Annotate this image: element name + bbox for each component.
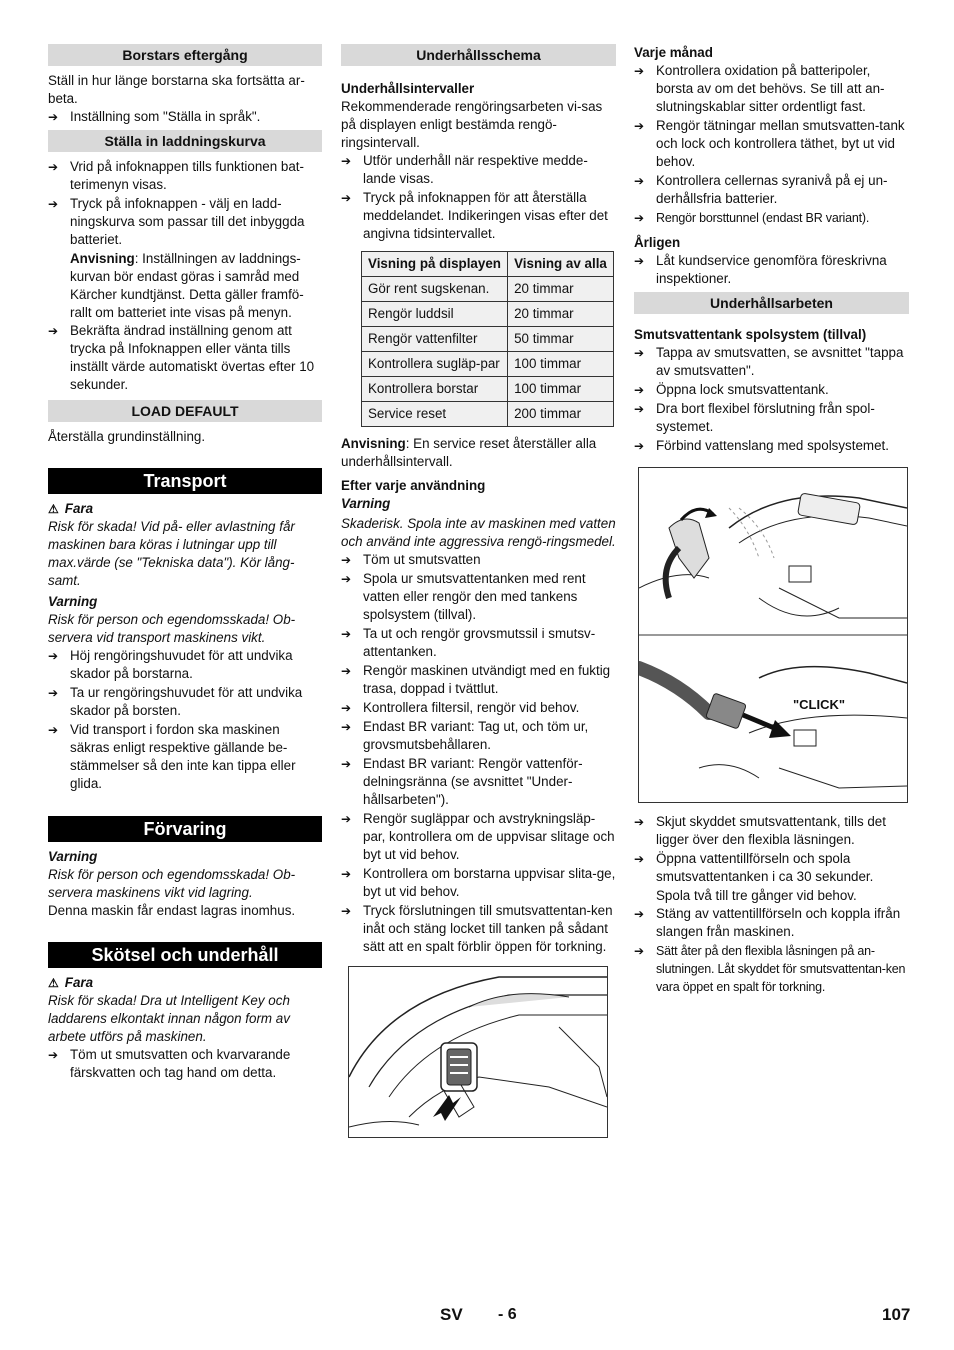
manad-step: ➔ Kontrollera cellernas syranivå på ej un-derhållsfria batterier. — [634, 173, 888, 206]
skotsel-step-1: ➔ Töm ut smutsvatten och kvarvarande färskvatten och tag hand om detta. — [48, 1047, 291, 1080]
load-default-text: Återställa grundinställning. — [48, 429, 206, 444]
arrow-icon: ➔ — [634, 383, 645, 397]
arrow-icon: ➔ — [48, 1048, 59, 1062]
table-cell: 100 timmar — [508, 377, 614, 402]
flush-system-illustration — [638, 467, 908, 803]
arrow-icon: ➔ — [634, 852, 645, 866]
manad-step: ➔ Rengör tätningar mellan smutsvatten-tank och lock och kontrollera täthet, byt ut vid behov. — [634, 118, 905, 169]
column-left — [48, 44, 322, 1083]
tank-lid-drawing — [349, 967, 607, 1137]
arrow-icon: ➔ — [634, 944, 645, 958]
manad-title: Varje månad — [634, 45, 713, 60]
skotsel-fara-label: ⚠ Fara — [48, 975, 94, 990]
arrow-icon — [433, 1095, 461, 1121]
arrow-icon: ➔ — [341, 701, 352, 715]
forvaring-text: Denna maskin får endast lagras inomhus. — [48, 903, 296, 918]
transport-fara-text: Risk för skada! Vid på- eller avlastning får maskinen bara köras i lutningar upp till max.värde (se "Tekniska data"). Kör lång-samt. — [48, 519, 295, 588]
laddning-anvisning: Anvisning: Inställningen av laddnings-kurvan bör endast göras i samråd med Kärcher kundtjänst. Detta gäller framfö-rallt om batteriet inte visas på menyn. — [70, 251, 304, 320]
spol-step: ➔ Tappa av smutsvatten, se avsnittet "tappa av smutsvatten". — [634, 345, 904, 378]
arrow-icon: ➔ — [341, 627, 352, 641]
arrow-icon: ➔ — [341, 664, 352, 678]
arrow-icon: ➔ — [634, 254, 645, 268]
table-row — [362, 352, 614, 377]
spol-step-2: ➔ Öppna vattentillförseln och spola smutsvattentanken i ca 30 sekunder. — [634, 851, 874, 884]
spol-step: ➔ Öppna lock smutsvattentank. — [634, 382, 829, 397]
table-header-cell: Visning på displayen — [362, 252, 508, 277]
table-cell: Kontrollera borstar — [362, 377, 508, 402]
transport-varning-text: Risk för person och egendomsskada! Ob-servera vid transport maskinens vikt. — [48, 612, 296, 645]
borstars-step: ➔ Inställning som "Ställa in språk". — [48, 109, 261, 124]
table-cell: Service reset — [362, 402, 508, 427]
flush-system-drawing — [639, 468, 907, 802]
transport-step-2: ➔ Ta ur rengöringshuvudet för att undvika skador på borsten. — [48, 685, 303, 718]
table-row — [362, 327, 614, 352]
intervaller-step-1: ➔ Utför underhåll när respektive medde-lande visas. — [341, 153, 588, 186]
tank-lid-illustration — [348, 966, 608, 1138]
spol-step: ➔ Dra bort flexibel förslutning från spol-systemet. — [634, 401, 875, 434]
table-cell: 50 timmar — [508, 327, 614, 352]
table-header-cell: Visning av alla — [508, 252, 614, 277]
skotsel-fara-text: Risk för skada! Dra ut Intelligent Key och laddarens elkontakt innan någon form av arbete utförs på maskinen. — [48, 993, 290, 1044]
warning-icon: ⚠ — [48, 502, 59, 516]
section-header-borstars: Borstars eftergång — [48, 44, 322, 66]
chapter-title-skotsel: Skötsel och underhåll — [48, 942, 322, 968]
intervaller-text: Rekommenderade rengöringsarbeten vi-sas på displayen enligt bestämda rengö-ringsintervall. — [341, 99, 603, 150]
transport-step-1: ➔ Höj rengöringshuvudet för att undvika skador på borstarna. — [48, 648, 293, 681]
section-header-arbeten: Underhållsarbeten — [634, 292, 909, 314]
warning-icon: ⚠ — [48, 976, 59, 990]
intervaller-title: Underhållsintervaller — [341, 81, 475, 96]
arrow-icon: ➔ — [48, 197, 59, 211]
table-row — [362, 377, 614, 402]
efter-step: ➔ Kontrollera om borstarna uppvisar slita-ge, byt ut vid behov. — [341, 866, 616, 899]
chapter-title-transport: Transport — [48, 468, 322, 494]
efter-step: ➔ Töm ut smutsvatten — [341, 552, 481, 567]
footer-page-number: 107 — [882, 1305, 911, 1324]
efter-step: ➔ Spola ur smutsvattentanken med rent vatten eller rengör den med tankens spolsystem (tillval). — [341, 571, 586, 622]
laddning-step-3: ➔ Bekräfta ändrad inställning genom att trycka på Infoknappen eller vänta tills inställt värde automatiskt övertas efter 10 sekunder. — [48, 323, 315, 392]
arligen-step: ➔ Låt kundservice genomföra föreskrivna inspektioner. — [634, 253, 887, 286]
table-row — [362, 402, 614, 427]
arrow-icon: ➔ — [634, 346, 645, 360]
table-cell: Gör rent sugskenan. — [362, 277, 508, 302]
arrow-icon: ➔ — [634, 907, 645, 921]
arrow-icon: ➔ — [634, 815, 645, 829]
manad-step: ➔ Rengör borsttunnel (endast BR variant). — [634, 211, 870, 225]
arrow-icon: ➔ — [634, 64, 645, 78]
laddning-step-1: ➔ Vrid på infoknappen tills funktionen bat-terimenyn visas. — [48, 159, 304, 192]
arrow-icon: ➔ — [341, 572, 352, 586]
arrow-icon: ➔ — [341, 191, 352, 205]
column-right — [634, 44, 909, 997]
arrow-icon: ➔ — [341, 720, 352, 734]
table-cell: 20 timmar — [508, 277, 614, 302]
table-cell: 20 timmar — [508, 302, 614, 327]
efter-title: Efter varje användning — [341, 478, 486, 493]
transport-step-3: ➔ Vid transport i fordon ska maskinen säkras enligt respektive gällande be-stämmelser så den inte kan tippa eller glida. — [48, 722, 296, 791]
efter-varning-text: Skaderisk. Spola inte av maskinen med vatten och använd inte aggressiva rengö-ringsmedel. — [341, 516, 616, 549]
schema-anvisning: Anvisning: En service reset återställer alla underhållsintervall. — [341, 436, 597, 469]
table-cell: Rengör luddsil — [362, 302, 508, 327]
chapter-title-forvaring: Förvaring — [48, 816, 322, 842]
arrow-icon: ➔ — [341, 154, 352, 168]
spol-title: Smutsvattentank spolsystem (tillval) — [634, 327, 867, 342]
section-header-load-default: LOAD DEFAULT — [48, 400, 322, 422]
arrow-icon: ➔ — [634, 174, 645, 188]
spol-step-3: ➔ Stäng av vattentillförseln och koppla ifrån slangen från maskinen. — [634, 906, 901, 939]
arrow-icon: ➔ — [341, 553, 352, 567]
arrow-icon: ➔ — [634, 211, 645, 225]
arrow-icon: ➔ — [341, 904, 352, 918]
efter-varning-label: Varning — [341, 496, 391, 511]
arrow-icon: ➔ — [634, 439, 645, 453]
efter-step: ➔ Kontrollera filtersil, rengör vid behov. — [341, 700, 580, 715]
table-row — [362, 277, 614, 302]
table-cell: 100 timmar — [508, 352, 614, 377]
manad-step: ➔ Kontrollera oxidation på batteripoler, borsta av om det behövs. Se till att an-slutningskablar sitter ordentligt fast. — [634, 63, 885, 114]
table-row — [362, 302, 614, 327]
arrow-icon: ➔ — [48, 723, 59, 737]
arligen-title: Årligen — [634, 235, 681, 250]
intervaller-step-2: ➔ Tryck på infoknappen för att återställa meddelandet. Indikeringen visas efter det angivna tidsintervallet. — [341, 190, 608, 241]
section-header-schema: Underhållsschema — [341, 44, 616, 66]
table-cell: Kontrollera sugläp-par — [362, 352, 508, 377]
arrow-icon: ➔ — [341, 812, 352, 826]
arrow-icon: ➔ — [48, 110, 59, 124]
spol-indent-text: Spola två till tre gånger vid behov. — [656, 888, 857, 903]
efter-step: ➔ Endast BR variant: Tag ut, och töm ur, grovsmutsbehållaren. — [341, 719, 589, 752]
forvaring-varning-label: Varning — [48, 849, 98, 864]
table-cell: Rengör vattenfilter — [362, 327, 508, 352]
spol-step: ➔ Förbind vattenslang med spolsystemet. — [634, 438, 889, 453]
arrow-icon: ➔ — [634, 402, 645, 416]
efter-step: ➔ Rengör maskinen utvändigt med en fuktig trasa, doppad i tvättlut. — [341, 663, 611, 696]
maintenance-table — [361, 251, 614, 427]
arrow-icon: ➔ — [48, 160, 59, 174]
footer-section: - 6 — [498, 1306, 517, 1323]
laddning-step-2: ➔ Tryck på infoknappen - välj en ladd-ningskurva som passar till det inbyggda batteriet. — [48, 196, 305, 247]
arrow-icon: ➔ — [634, 119, 645, 133]
efter-step: ➔ Rengör sugläppar och avstrykningsläp-par, kontrollera om de uppvisar slitage och byt ut vid behov. — [341, 811, 615, 862]
arrow-icon: ➔ — [48, 686, 59, 700]
section-header-laddning: Ställa in laddningskurva — [48, 130, 322, 152]
arrow-icon: ➔ — [341, 757, 352, 771]
efter-step: ➔ Endast BR variant: Rengör vattenför-delningsränna (se avsnittet "Under-hållsarbeten"). — [341, 756, 583, 807]
table-header-row — [362, 252, 614, 277]
efter-step: ➔ Ta ut och rengör grovsmutssil i smutsv-attentanken. — [341, 626, 596, 659]
transport-varning-label: Varning — [48, 594, 98, 609]
arrow-icon: ➔ — [341, 867, 352, 881]
arrow-icon: ➔ — [48, 649, 59, 663]
click-label: "CLICK" — [793, 697, 846, 712]
efter-step: ➔ Tryck förslutningen till smutsvattentan-ken inåt och stäng locket till tanken på sådant sätt att en spalt förblir öppen för torkning. — [341, 903, 613, 954]
table-cell: 200 timmar — [508, 402, 614, 427]
spol-step-3: ➔ Sätt åter på den flexibla låsningen på an-slutningen. Låt skyddet för smutsvattentan-ken vara öppet en spalt för torkning. — [634, 944, 906, 994]
arrow-icon: ➔ — [48, 324, 59, 338]
forvaring-varning-text: Risk för person och egendomsskada! Ob-servera maskinens vikt vid lagring. — [48, 867, 296, 900]
footer-language: SV — [440, 1305, 463, 1324]
transport-fara-label: ⚠ Fara — [48, 501, 94, 516]
borstars-text: Ställ in hur länge borstarna ska fortsätta ar-beta. — [48, 73, 305, 106]
column-middle — [341, 44, 616, 1138]
spol-step-2: ➔ Skjut skyddet smutsvattentank, tills det ligger över den flexibla läsningen. — [634, 814, 886, 847]
